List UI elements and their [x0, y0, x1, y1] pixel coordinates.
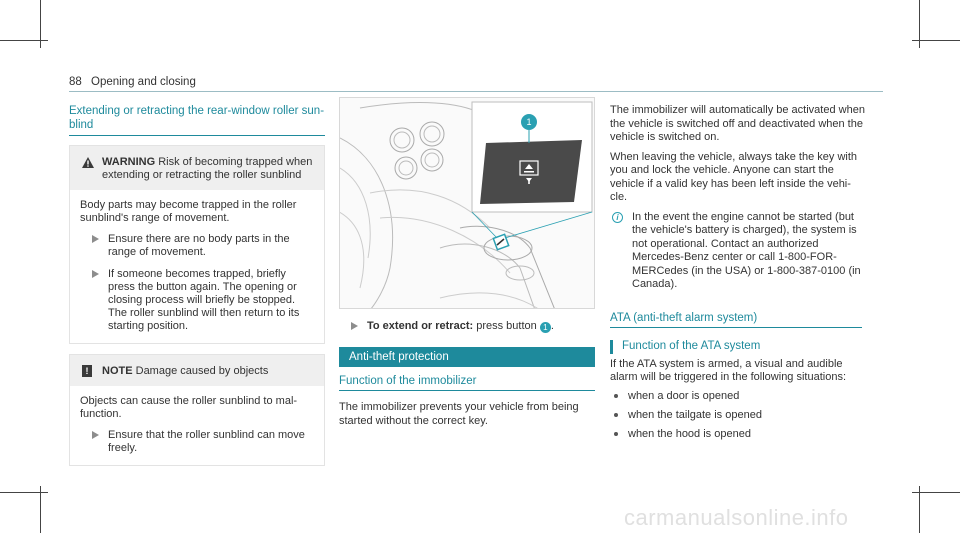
notice-text: Objects can cause the roller sunblind to mal-function.	[80, 395, 298, 420]
paragraph: When leaving the vehicle, always take the key with you and lock the vehicle. Anyone can start the vehicle if a valid key has been left inside the vehi-cle.	[610, 150, 858, 203]
info-icon: i	[612, 212, 623, 223]
section-rule	[610, 327, 862, 328]
crop-mark	[0, 492, 48, 493]
step-end: .	[550, 320, 554, 332]
notice-body	[70, 386, 324, 465]
crop-mark	[919, 486, 920, 533]
column-right	[610, 104, 865, 446]
list-item	[80, 268, 314, 333]
list-item	[80, 429, 314, 455]
list-item-text: when the tailgate is opened	[628, 408, 762, 421]
section-heading: ATA (anti-theft alarm system)	[610, 311, 758, 324]
arrow-icon	[92, 431, 99, 439]
crop-mark	[40, 486, 41, 533]
section-rule	[69, 135, 325, 136]
warning-triangle-icon	[82, 157, 94, 168]
bullet-dot	[614, 432, 618, 436]
notice-heading	[80, 365, 314, 378]
info-note	[610, 211, 865, 292]
warning-heading	[80, 156, 314, 182]
notice-box	[69, 354, 325, 466]
section-heading: Extending or retracting the rear-window roller sun-blind	[69, 105, 325, 131]
crop-mark	[912, 40, 960, 41]
paragraph: If the ATA system is armed, a visual and audible alarm will be triggered in the following situations:	[610, 357, 847, 383]
crop-mark	[0, 40, 48, 41]
notice-header	[70, 355, 324, 386]
heading-bar	[610, 340, 613, 354]
bullet-text: If someone becomes trapped, briefly press the button again. The opening or closing process will briefly be stopped. The roller sunblind will then return to its starting position.	[108, 268, 300, 332]
bullet-list	[610, 389, 865, 441]
list-item	[610, 427, 865, 441]
header-rule	[69, 91, 883, 92]
info-text: In the event the engine cannot be started (but the vehicle's battery is charged), the system is not operational. Contact an authorized Mercedes-Benz center or call 1-800-FOR-MERCedes (in the USA) or 1-800-387-0100 (in Canada).	[632, 210, 861, 290]
notice-icon: !	[82, 365, 92, 377]
paragraph: The immobilizer prevents your vehicle from being started without the correct key.	[339, 401, 579, 427]
arrow-icon	[351, 322, 358, 330]
warning-label: WARNING	[102, 156, 156, 168]
notice-label: NOTE	[102, 365, 133, 377]
illustration-center-console	[339, 97, 595, 309]
list-item-text: when the hood is opened	[628, 427, 751, 440]
warning-header	[70, 146, 324, 190]
bullet-dot	[614, 413, 618, 417]
subsection-heading	[610, 340, 865, 352]
warning-heading-text: Risk of becoming trapped when extending or retracting the roller sunblind	[102, 156, 313, 181]
watermark: carmanualsonline.info	[624, 505, 849, 530]
warning-box	[69, 145, 325, 344]
page-header	[69, 76, 196, 88]
notice-heading-text: Damage caused by objects	[135, 365, 269, 377]
column-left	[69, 104, 325, 466]
bullet-text: Ensure there are no body parts in the range of movement.	[108, 233, 290, 258]
column-middle	[339, 97, 595, 428]
list-item	[80, 233, 314, 259]
warning-text: Body parts may become trapped in the roller sunblind's range of movement.	[80, 199, 297, 224]
crop-mark	[912, 492, 960, 493]
bullet-text: Ensure that the roller sunblind can move freely.	[108, 429, 305, 454]
section-rule	[339, 390, 595, 391]
instruction-step	[339, 319, 595, 333]
figure-callout: 1	[526, 117, 532, 127]
page-number: 88	[69, 76, 82, 88]
bullet-dot	[614, 394, 618, 398]
console-drawing	[340, 98, 595, 309]
step-label: To extend or retract:	[367, 320, 474, 332]
section-title: Opening and closing	[91, 76, 196, 88]
step-text: press button	[476, 320, 537, 332]
subsection-heading-text: Function of the ATA system	[622, 339, 761, 352]
subsection-heading: Function of the immobilizer	[339, 375, 477, 387]
list-item-text: when a door is opened	[628, 389, 740, 402]
warning-body	[70, 190, 324, 343]
arrow-icon	[92, 235, 99, 243]
callout-badge: 1	[540, 322, 551, 333]
chapter-banner: Anti-theft protection	[339, 347, 595, 367]
list-item	[610, 389, 865, 403]
arrow-icon	[92, 270, 99, 278]
list-item	[610, 408, 865, 422]
paragraph: The immobilizer will automatically be activated when the vehicle is switched off and deactivated when the vehicle is switched on.	[610, 104, 865, 143]
